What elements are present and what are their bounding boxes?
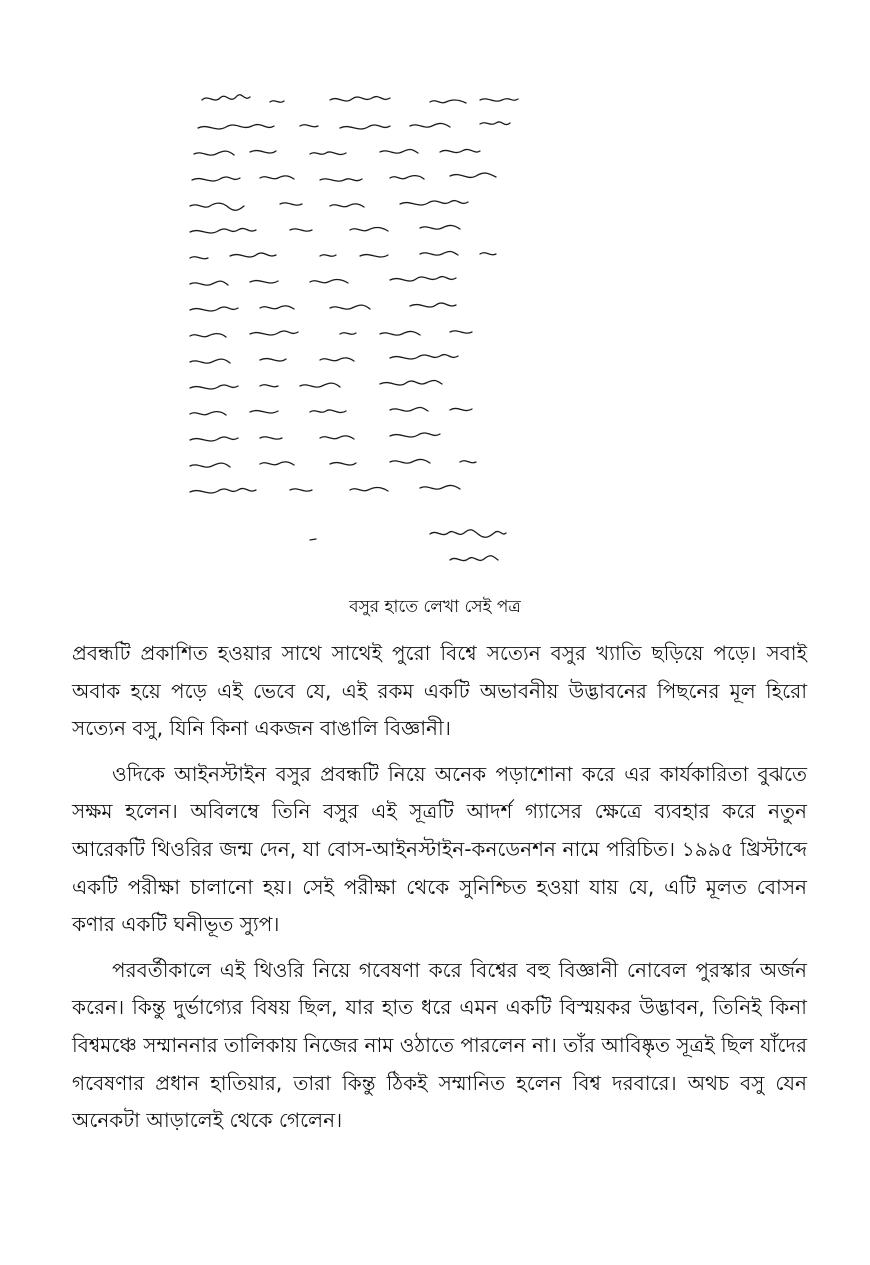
paragraph-3: পরবর্তীকালে এই থিওরি নিয়ে গবেষণা করে বিশ্বের বহু বিজ্ঞানী নোবেল পুরস্কার অর্জন করেন। কিন্তু দুর্ভাগ্যের বিষয় ছিল, যার হাত ধরে এমন একটি বিস্ময়কর উদ্ভাবন, তিনিই কিনা বিশ্বমঞ্চে সম্মাননার তালিকায় নিজের নাম ওঠাতে পারলেন না। তাঁর আবিষ্কৃত সূত্রই ছিল যাঁদের গবেষণার প্রধান হাতিয়ার, তারা কিন্তু ঠিকই সম্মানিত হলেন বিশ্ব দরবারে। অথচ বসু যেন অনেকটা আড়ালেই থেকে গেলেন। xyxy=(72,957,807,1133)
paragraph-2: ওদিকে আইনস্টাইন বসুর প্রবন্ধটি নিয়ে অনেক পড়াশোনা করে এর কার্যকারিতা বুঝতে সক্ষম হলেন। অবিলম্বে তিনি বসুর এই সূত্রটি আদর্শ গ্যাসের ক্ষেত্রে ব্যবহার করে নতুন আরেকটি থিওরির জন্ম দেন, যা বোস-আইনস্টাইন-কনডেনশন নামে পরিচিত। ১৯৯৫ খ্রিস্টাব্দে একটি পরীক্ষা চালানো হয়। সেই পরীক্ষা থেকে সুনিশ্চিত হওয়া যায় যে, এটি মূলত বোসন কণার একটি ঘনীভূত স্যুপ। xyxy=(72,761,807,937)
figure-caption: বসুর হাতে লেখা সেই পত্র xyxy=(349,597,521,617)
paragraph-1: প্রবন্ধটি প্রকাশিত হওয়ার সাথে সাথেই পুরো বিশ্বে সত্যেন বসুর খ্যাতি ছড়িয়ে পড়ে। সবাই অবাক হয়ে পড়ে এই ভেবে যে, এই রকম একটি অভাবনীয় উদ্ভাবনের পিছনের মূল হিরো সত্যেন বসু, যিনি কিনা একজন বাঙালি বিজ্ঞানী। xyxy=(72,641,807,741)
body-text xyxy=(72,635,807,1148)
handwriting-scribble-icon xyxy=(180,78,690,578)
handwritten-letter-image xyxy=(180,78,690,578)
